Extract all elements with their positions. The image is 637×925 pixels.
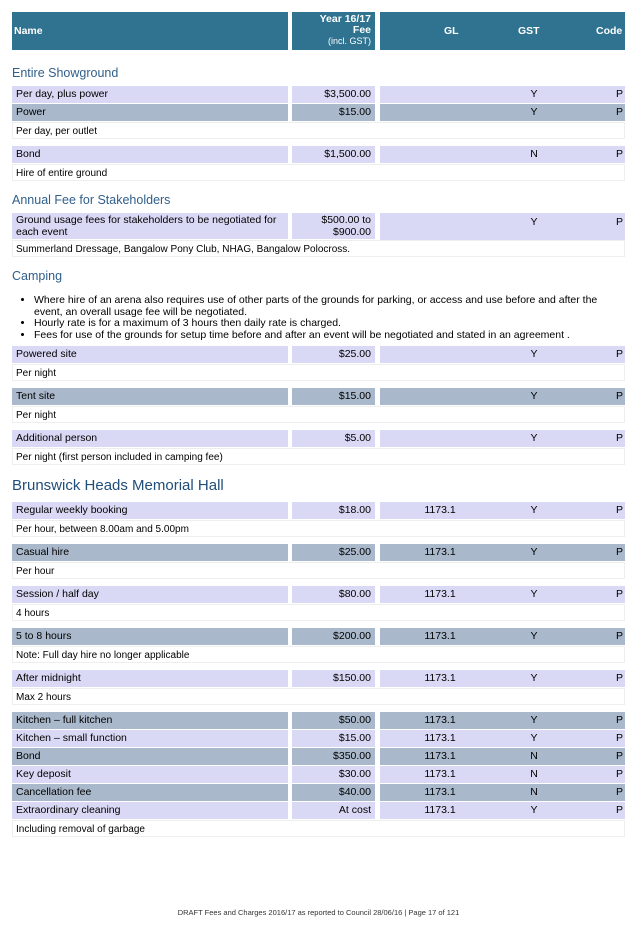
row-gl: 1173.1 bbox=[424, 714, 456, 726]
row-gst: Y bbox=[530, 630, 538, 642]
row-codes bbox=[380, 502, 625, 519]
row-name: Tent site bbox=[12, 388, 288, 405]
row-gst: Y bbox=[530, 804, 538, 816]
row-codes bbox=[380, 213, 625, 240]
row-name: Additional person bbox=[12, 430, 288, 447]
page-footer: DRAFT Fees and Charges 2016/17 as reported to Council 28/06/16 | Page 17 of 121 bbox=[177, 908, 460, 917]
row-fee: $350.00 bbox=[292, 748, 375, 765]
row-code: P bbox=[615, 432, 623, 444]
table-row bbox=[12, 544, 625, 561]
row-gst: N bbox=[530, 148, 538, 160]
row-name: Ground usage fees for stakeholders to be negotiated for each event bbox=[12, 213, 288, 239]
row-gst: Y bbox=[530, 714, 538, 726]
section-title: Brunswick Heads Memorial Hall bbox=[12, 477, 224, 494]
row-note: Summerland Dressage, Bangalow Pony Club, NHAG, Bangalow Polocross. bbox=[12, 240, 625, 257]
row-codes bbox=[380, 86, 625, 103]
row-fee: $15.00 bbox=[292, 104, 375, 121]
hall-rows bbox=[12, 502, 625, 705]
header-fee-cell bbox=[292, 12, 375, 50]
row-name: Extraordinary cleaning bbox=[12, 802, 288, 819]
table-row bbox=[12, 346, 625, 363]
row-codes bbox=[380, 730, 625, 747]
bullet-item: • Hourly rate is for a maximum of 3 hours then daily rate is charged. bbox=[34, 318, 625, 330]
row-codes bbox=[380, 430, 625, 447]
row-code: P bbox=[615, 588, 623, 600]
row-gst: Y bbox=[530, 588, 538, 600]
row-gst: Y bbox=[530, 390, 538, 402]
row-name: Session / half day bbox=[12, 586, 288, 603]
row-code: P bbox=[615, 390, 623, 402]
section-title: Annual Fee for Stakeholders bbox=[12, 193, 171, 207]
row-code: P bbox=[615, 750, 623, 762]
row-code: P bbox=[615, 804, 623, 816]
row-gst: Y bbox=[530, 88, 538, 100]
row-fee: $150.00 bbox=[292, 670, 375, 687]
row-codes bbox=[380, 628, 625, 645]
bullet-item: • Where hire of an arena also requires use of other parts of the grounds for parking, or access and use before and after the event, an overall usage fee will be negotiated. bbox=[34, 295, 625, 318]
row-codes bbox=[380, 146, 625, 163]
table-row bbox=[12, 213, 625, 239]
row-gst: N bbox=[530, 786, 538, 798]
row-name: Cancellation fee bbox=[12, 784, 288, 801]
row-codes bbox=[380, 586, 625, 603]
row-gst: Y bbox=[530, 216, 538, 228]
table-row bbox=[12, 146, 625, 163]
row-gst: Y bbox=[530, 106, 538, 118]
row-name: Casual hire bbox=[12, 544, 288, 561]
row-codes bbox=[380, 388, 625, 405]
row-name: Key deposit bbox=[12, 766, 288, 783]
row-fee: $40.00 bbox=[292, 784, 375, 801]
table-row bbox=[12, 586, 625, 603]
row-name: Regular weekly booking bbox=[12, 502, 288, 519]
row-codes bbox=[380, 670, 625, 687]
header-gst: GST bbox=[518, 25, 540, 37]
table-row bbox=[12, 628, 625, 645]
fees-table bbox=[12, 12, 625, 837]
row-fee: $5.00 bbox=[292, 430, 375, 447]
row-codes bbox=[380, 766, 625, 783]
row-codes bbox=[380, 712, 625, 729]
header-fee-gst: (incl. GST) bbox=[327, 36, 371, 46]
row-fee: $30.00 bbox=[292, 766, 375, 783]
row-gl: 1173.1 bbox=[424, 630, 456, 642]
row-codes bbox=[380, 748, 625, 765]
camping-bullets bbox=[12, 295, 625, 341]
row-codes bbox=[380, 104, 625, 121]
header-code: Code bbox=[596, 25, 623, 37]
row-gst: Y bbox=[530, 546, 538, 558]
row-code: P bbox=[615, 768, 623, 780]
row-codes bbox=[380, 544, 625, 561]
table-row bbox=[12, 766, 625, 783]
row-fee: $1,500.00 bbox=[292, 146, 375, 163]
bullet-item: • Fees for use of the grounds for setup time before and after an event will be negotiated and stated in an agreement . bbox=[34, 330, 625, 342]
row-fee: $500.00 to $900.00 bbox=[292, 213, 375, 239]
row-code: P bbox=[615, 106, 623, 118]
row-note: Per hour, between 8.00am and 5.00pm bbox=[12, 520, 625, 537]
row-note: Per night (first person included in camping fee) bbox=[12, 448, 625, 465]
row-gl: 1173.1 bbox=[424, 750, 456, 762]
row-code: P bbox=[615, 714, 623, 726]
row-gl: 1173.1 bbox=[424, 504, 456, 516]
header-name-cell bbox=[12, 12, 288, 50]
table-row bbox=[12, 86, 625, 103]
row-gst: Y bbox=[530, 348, 538, 360]
row-fee: $3,500.00 bbox=[292, 86, 375, 103]
row-fee: At cost bbox=[292, 802, 375, 819]
header-fee-year: Year 16/17 bbox=[319, 13, 371, 25]
row-note: Note: Full day hire no longer applicable bbox=[12, 646, 625, 663]
row-note: Per day, per outlet bbox=[12, 122, 625, 139]
row-fee: $25.00 bbox=[292, 544, 375, 561]
row-gl: 1173.1 bbox=[424, 588, 456, 600]
row-code: P bbox=[615, 546, 623, 558]
row-name: Power bbox=[12, 104, 288, 121]
row-name: Bond bbox=[12, 748, 288, 765]
row-name: Per day, plus power bbox=[12, 86, 288, 103]
row-gl: 1173.1 bbox=[424, 732, 456, 744]
row-fee: $15.00 bbox=[292, 730, 375, 747]
table-row bbox=[12, 784, 625, 801]
row-note: 4 hours bbox=[12, 604, 625, 621]
row-code: P bbox=[615, 88, 623, 100]
row-gl: 1173.1 bbox=[424, 768, 456, 780]
row-code: P bbox=[615, 216, 623, 228]
row-code: P bbox=[615, 348, 623, 360]
row-note: Per night bbox=[12, 406, 625, 423]
row-code: P bbox=[615, 732, 623, 744]
row-gst: Y bbox=[530, 504, 538, 516]
row-gl: 1173.1 bbox=[424, 786, 456, 798]
row-code: P bbox=[615, 786, 623, 798]
row-fee: $80.00 bbox=[292, 586, 375, 603]
row-gl: 1173.1 bbox=[424, 804, 456, 816]
row-fee: $18.00 bbox=[292, 502, 375, 519]
section-title: Entire Showground bbox=[12, 66, 119, 80]
header-gl: GL bbox=[444, 25, 459, 37]
header-name: Name bbox=[14, 25, 43, 37]
row-gst: Y bbox=[530, 432, 538, 444]
row-codes bbox=[380, 784, 625, 801]
table-row bbox=[12, 730, 625, 747]
table-row bbox=[12, 502, 625, 519]
row-name: Powered site bbox=[12, 346, 288, 363]
row-name: After midnight bbox=[12, 670, 288, 687]
row-note: Max 2 hours bbox=[12, 688, 625, 705]
row-gst: Y bbox=[530, 732, 538, 744]
table-row bbox=[12, 670, 625, 687]
row-name: Kitchen – small function bbox=[12, 730, 288, 747]
row-code: P bbox=[615, 630, 623, 642]
header-codes-cell bbox=[380, 12, 625, 50]
row-code: P bbox=[615, 672, 623, 684]
row-gl: 1173.1 bbox=[424, 546, 456, 558]
row-codes bbox=[380, 802, 625, 819]
row-name: Bond bbox=[12, 146, 288, 163]
kitchen-rows bbox=[12, 712, 625, 837]
row-fee: $50.00 bbox=[292, 712, 375, 729]
row-gst: Y bbox=[530, 672, 538, 684]
section-title: Camping bbox=[12, 269, 63, 283]
table-row bbox=[12, 388, 625, 405]
table-header bbox=[12, 12, 625, 50]
row-gl: 1173.1 bbox=[424, 672, 456, 684]
row-note: Per hour bbox=[12, 562, 625, 579]
table-row bbox=[12, 430, 625, 447]
table-row bbox=[12, 802, 625, 819]
table-row bbox=[12, 748, 625, 765]
row-note: Per night bbox=[12, 364, 625, 381]
row-gst: N bbox=[530, 750, 538, 762]
row-gst: N bbox=[530, 768, 538, 780]
row-fee: $15.00 bbox=[292, 388, 375, 405]
row-fee: $25.00 bbox=[292, 346, 375, 363]
row-note: Including removal of garbage bbox=[12, 820, 625, 837]
table-row bbox=[12, 104, 625, 121]
row-code: P bbox=[615, 504, 623, 516]
row-note: Hire of entire ground bbox=[12, 164, 625, 181]
row-name: 5 to 8 hours bbox=[12, 628, 288, 645]
header-fee-label: Fee bbox=[352, 24, 371, 36]
row-code: P bbox=[615, 148, 623, 160]
row-name: Kitchen – full kitchen bbox=[12, 712, 288, 729]
row-codes bbox=[380, 346, 625, 363]
table-row bbox=[12, 712, 625, 729]
row-fee: $200.00 bbox=[292, 628, 375, 645]
